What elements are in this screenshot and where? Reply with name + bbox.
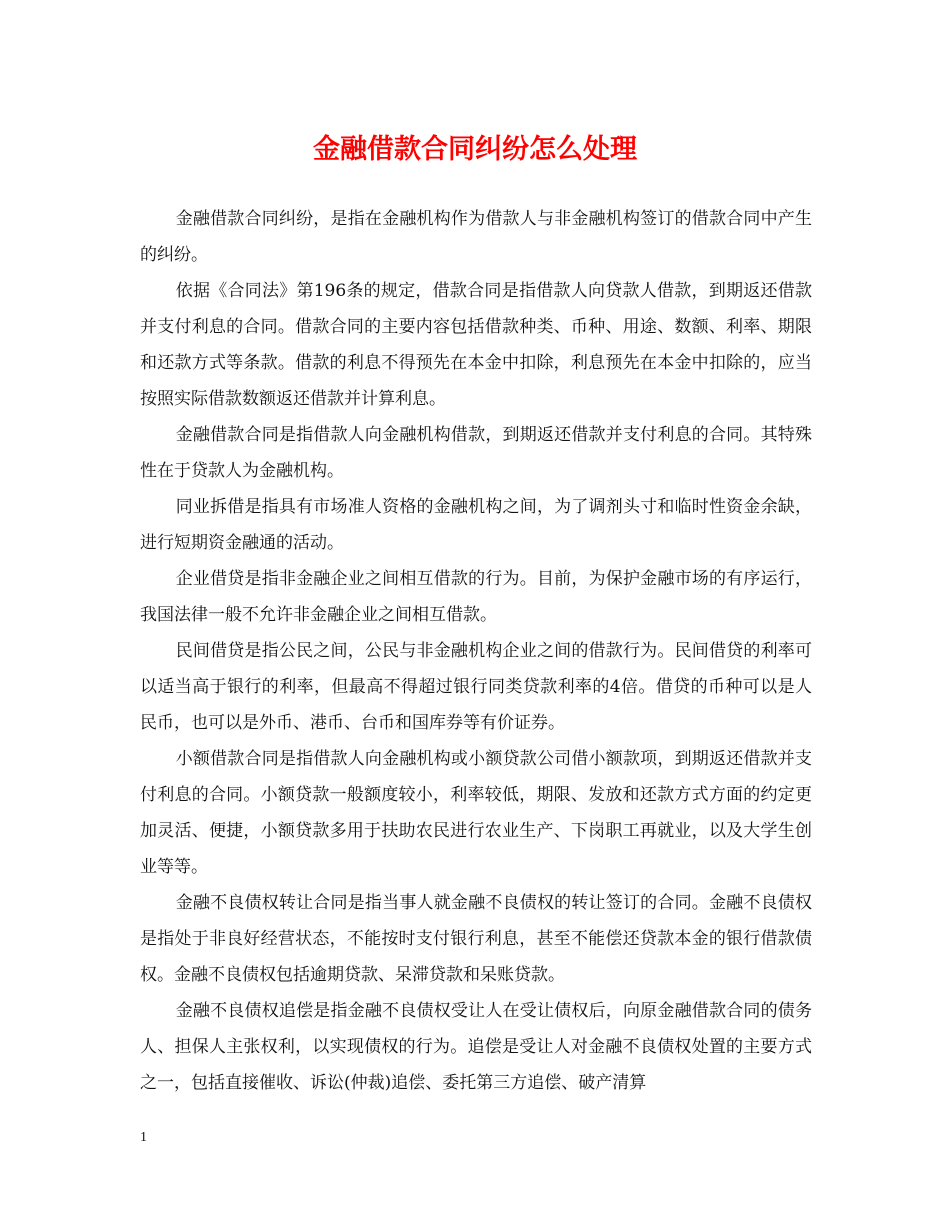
paragraph: 企业借贷是指非金融企业之间相互借款的行为。目前，为保护金融市场的有序运行，我国法律一般不允许非金融企业之间相互借款。 (140, 569, 812, 625)
page-number: 1 (140, 1130, 147, 1145)
paragraph: 金融借款合同纠纷，是指在金融机构作为借款人与非金融机构签订的借款合同中产生的纠纷。 (140, 209, 812, 265)
paragraph: 金融借款合同是指借款人向金融机构借款，到期返还借款并支付利息的合同。其特殊性在于贷款人为金融机构。 (140, 425, 812, 481)
paragraph: 小额借款合同是指借款人向金融机构或小额贷款公司借小额款项，到期返还借款并支付利息的合同。小额贷款一般额度较小，利率较低，期限、发放和还款方式方面的约定更加灵活、便捷，小额贷款多用于扶助农民进行农业生产、下岗职工再就业，以及大学生创业等等。 (140, 749, 812, 877)
paragraph: 民间借贷是指公民之间，公民与非金融机构企业之间的借款行为。民间借贷的利率可以适当高于银行的利率，但最高不得超过银行同类贷款利率的4倍。借贷的币种可以是人民币，也可以是外币、港币、台币和国库券等有价证券。 (140, 641, 812, 733)
paragraph: 金融不良债权追偿是指金融不良债权受让人在受让债权后，向原金融借款合同的债务人、担保人主张权利，以实现债权的行为。追偿是受让人对金融不良债权处置的主要方式之一，包括直接催收、诉讼(仲裁)追偿、委托第三方追偿、破产清算 (140, 1001, 812, 1093)
document-title: 金融借款合同纠纷怎么处理 (313, 134, 637, 165)
document-body (140, 201, 812, 1101)
paragraph: 依据《合同法》第196条的规定，借款合同是指借款人向贷款人借款，到期返还借款并支付利息的合同。借款合同的主要内容包括借款种类、币种、用途、数额、利率、期限和还款方式等条款。借款的利息不得预先在本金中扣除，利息预先在本金中扣除的，应当按照实际借款数额返还借款并计算利息。 (140, 281, 812, 409)
paragraph: 同业拆借是指具有市场准人资格的金融机构之间，为了调剂头寸和临时性资金余缺，进行短期资金融通的活动。 (140, 497, 812, 553)
paragraph: 金融不良债权转让合同是指当事人就金融不良债权的转让签订的合同。金融不良债权是指处于非良好经营状态，不能按时支付银行利息，甚至不能偿还贷款本金的银行借款债权。金融不良债权包括逾期贷款、呆滞贷款和呆账贷款。 (140, 893, 812, 985)
